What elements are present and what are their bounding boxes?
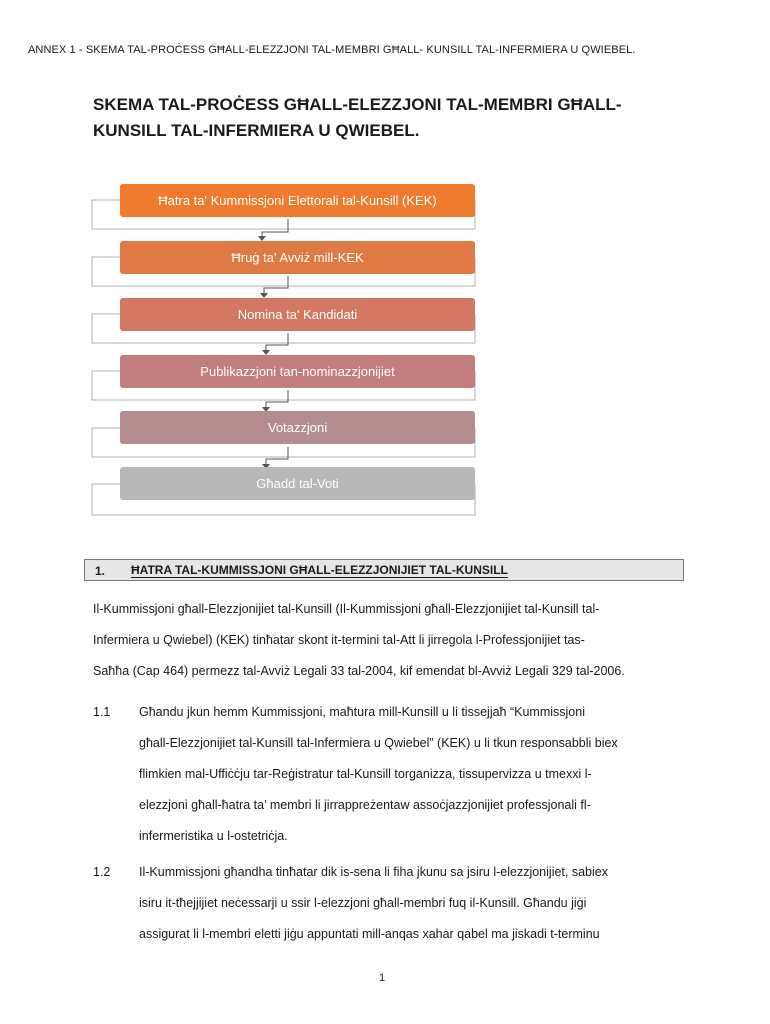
flow-step-5 bbox=[120, 411, 475, 444]
intro-line: Infermiera u Qwiebel) (KEK) tinħatar skont it-termini tal-Att li jirregola l-Professjonijiet tas- bbox=[93, 633, 585, 647]
flow-step-2 bbox=[120, 241, 475, 274]
flow-step-1-label: Ħatra ta' Kummissjoni Elettorali tal-Kunsill (KEK) bbox=[158, 193, 437, 208]
clause-line: isiru it-tħejjijiet neċessarji u ssir l-elezzjoni għall-membri fuq il-Kunsill. Għandu jiġi bbox=[139, 896, 587, 910]
clause-line: elezzjoni għall-ħatra ta’ membri li jirrappreżentaw assoċjazzjonijiet professjonali fl- bbox=[139, 798, 591, 812]
clause-line: flimkien mal-Uffiċċju tar-Reġistratur tal-Kunsill torganizza, tissupervizza u tmexxi l- bbox=[139, 767, 592, 781]
clause-line: assigurat li l-membri eletti jiġu appuntati mill-anqas xahar qabel ma jiskadi t-terminu bbox=[139, 927, 600, 941]
clause-line: għall-Elezzjonijiet tal-Kunsill tal-Infermiera u Qwiebel” (KEK) u li tkun responsabbli biex bbox=[139, 736, 618, 750]
section-title: ĦATRA TAL-KUMMISSJONI GĦALL-ELEZZJONIJIET TAL-KUNSILL bbox=[131, 563, 508, 577]
clause-text bbox=[139, 857, 681, 950]
section-heading bbox=[84, 559, 684, 581]
document-title-line-1: SKEMA TAL-PROĊESS GĦALL-ELEZZJONI TAL-MEMBRI GĦALL- bbox=[93, 95, 622, 114]
document-title-line-2: KUNSILL TAL-INFERMIERA U QWIEBEL. bbox=[93, 121, 420, 140]
clause-text bbox=[139, 697, 681, 852]
page-number: 1 bbox=[379, 972, 386, 984]
flow-step-6-label: Għadd tal-Voti bbox=[256, 476, 339, 491]
section-number: 1. bbox=[95, 564, 106, 578]
flow-step-5-label: Votazzjoni bbox=[267, 420, 328, 435]
flow-step-6 bbox=[120, 467, 475, 500]
clause-line: Il-Kummissjoni għandha tinħatar dik is-sena li fiha jkunu sa jsiru l-elezzjonijiet, sabiex bbox=[139, 865, 608, 879]
clause-line: Għandu jkun hemm Kummissjoni, maħtura mill-Kunsill u li tissejjaħ “Kummissjoni bbox=[139, 705, 585, 719]
intro-line: Saħħa (Cap 464) permezz tal-Avviż Legali 33 tal-2004, kif emendat bl-Avviż Legali 329 tal-2006. bbox=[93, 664, 625, 678]
flow-step-4 bbox=[120, 355, 475, 388]
flow-step-1 bbox=[120, 184, 475, 217]
clause-number: 1.1 bbox=[93, 705, 111, 719]
flow-step-3 bbox=[120, 298, 475, 331]
intro-paragraph bbox=[93, 594, 678, 687]
clause-number: 1.2 bbox=[93, 865, 111, 879]
flow-step-3-label: Nomina ta' Kandidati bbox=[237, 307, 358, 322]
flow-step-2-label: Ħruġ ta' Avviż mill-KEK bbox=[231, 250, 364, 265]
flow-step-4-label: Publikazzjoni tan-nominazzjonijiet bbox=[200, 364, 395, 379]
page-header: ANNEX 1 - SKEMA TAL-PROĊESS GĦALL-ELEZZJONI TAL-MEMBRI GĦALL- KUNSILL TAL-INFERMIERA U QWIEBEL. bbox=[28, 44, 636, 56]
clause-line: infermeristika u l-ostetriċja. bbox=[139, 829, 288, 843]
intro-line: Il-Kummissjoni għall-Elezzjonijiet tal-Kunsill (Il-Kummissjoni għall-Elezzjonijiet tal-Kunsill tal- bbox=[93, 602, 600, 616]
